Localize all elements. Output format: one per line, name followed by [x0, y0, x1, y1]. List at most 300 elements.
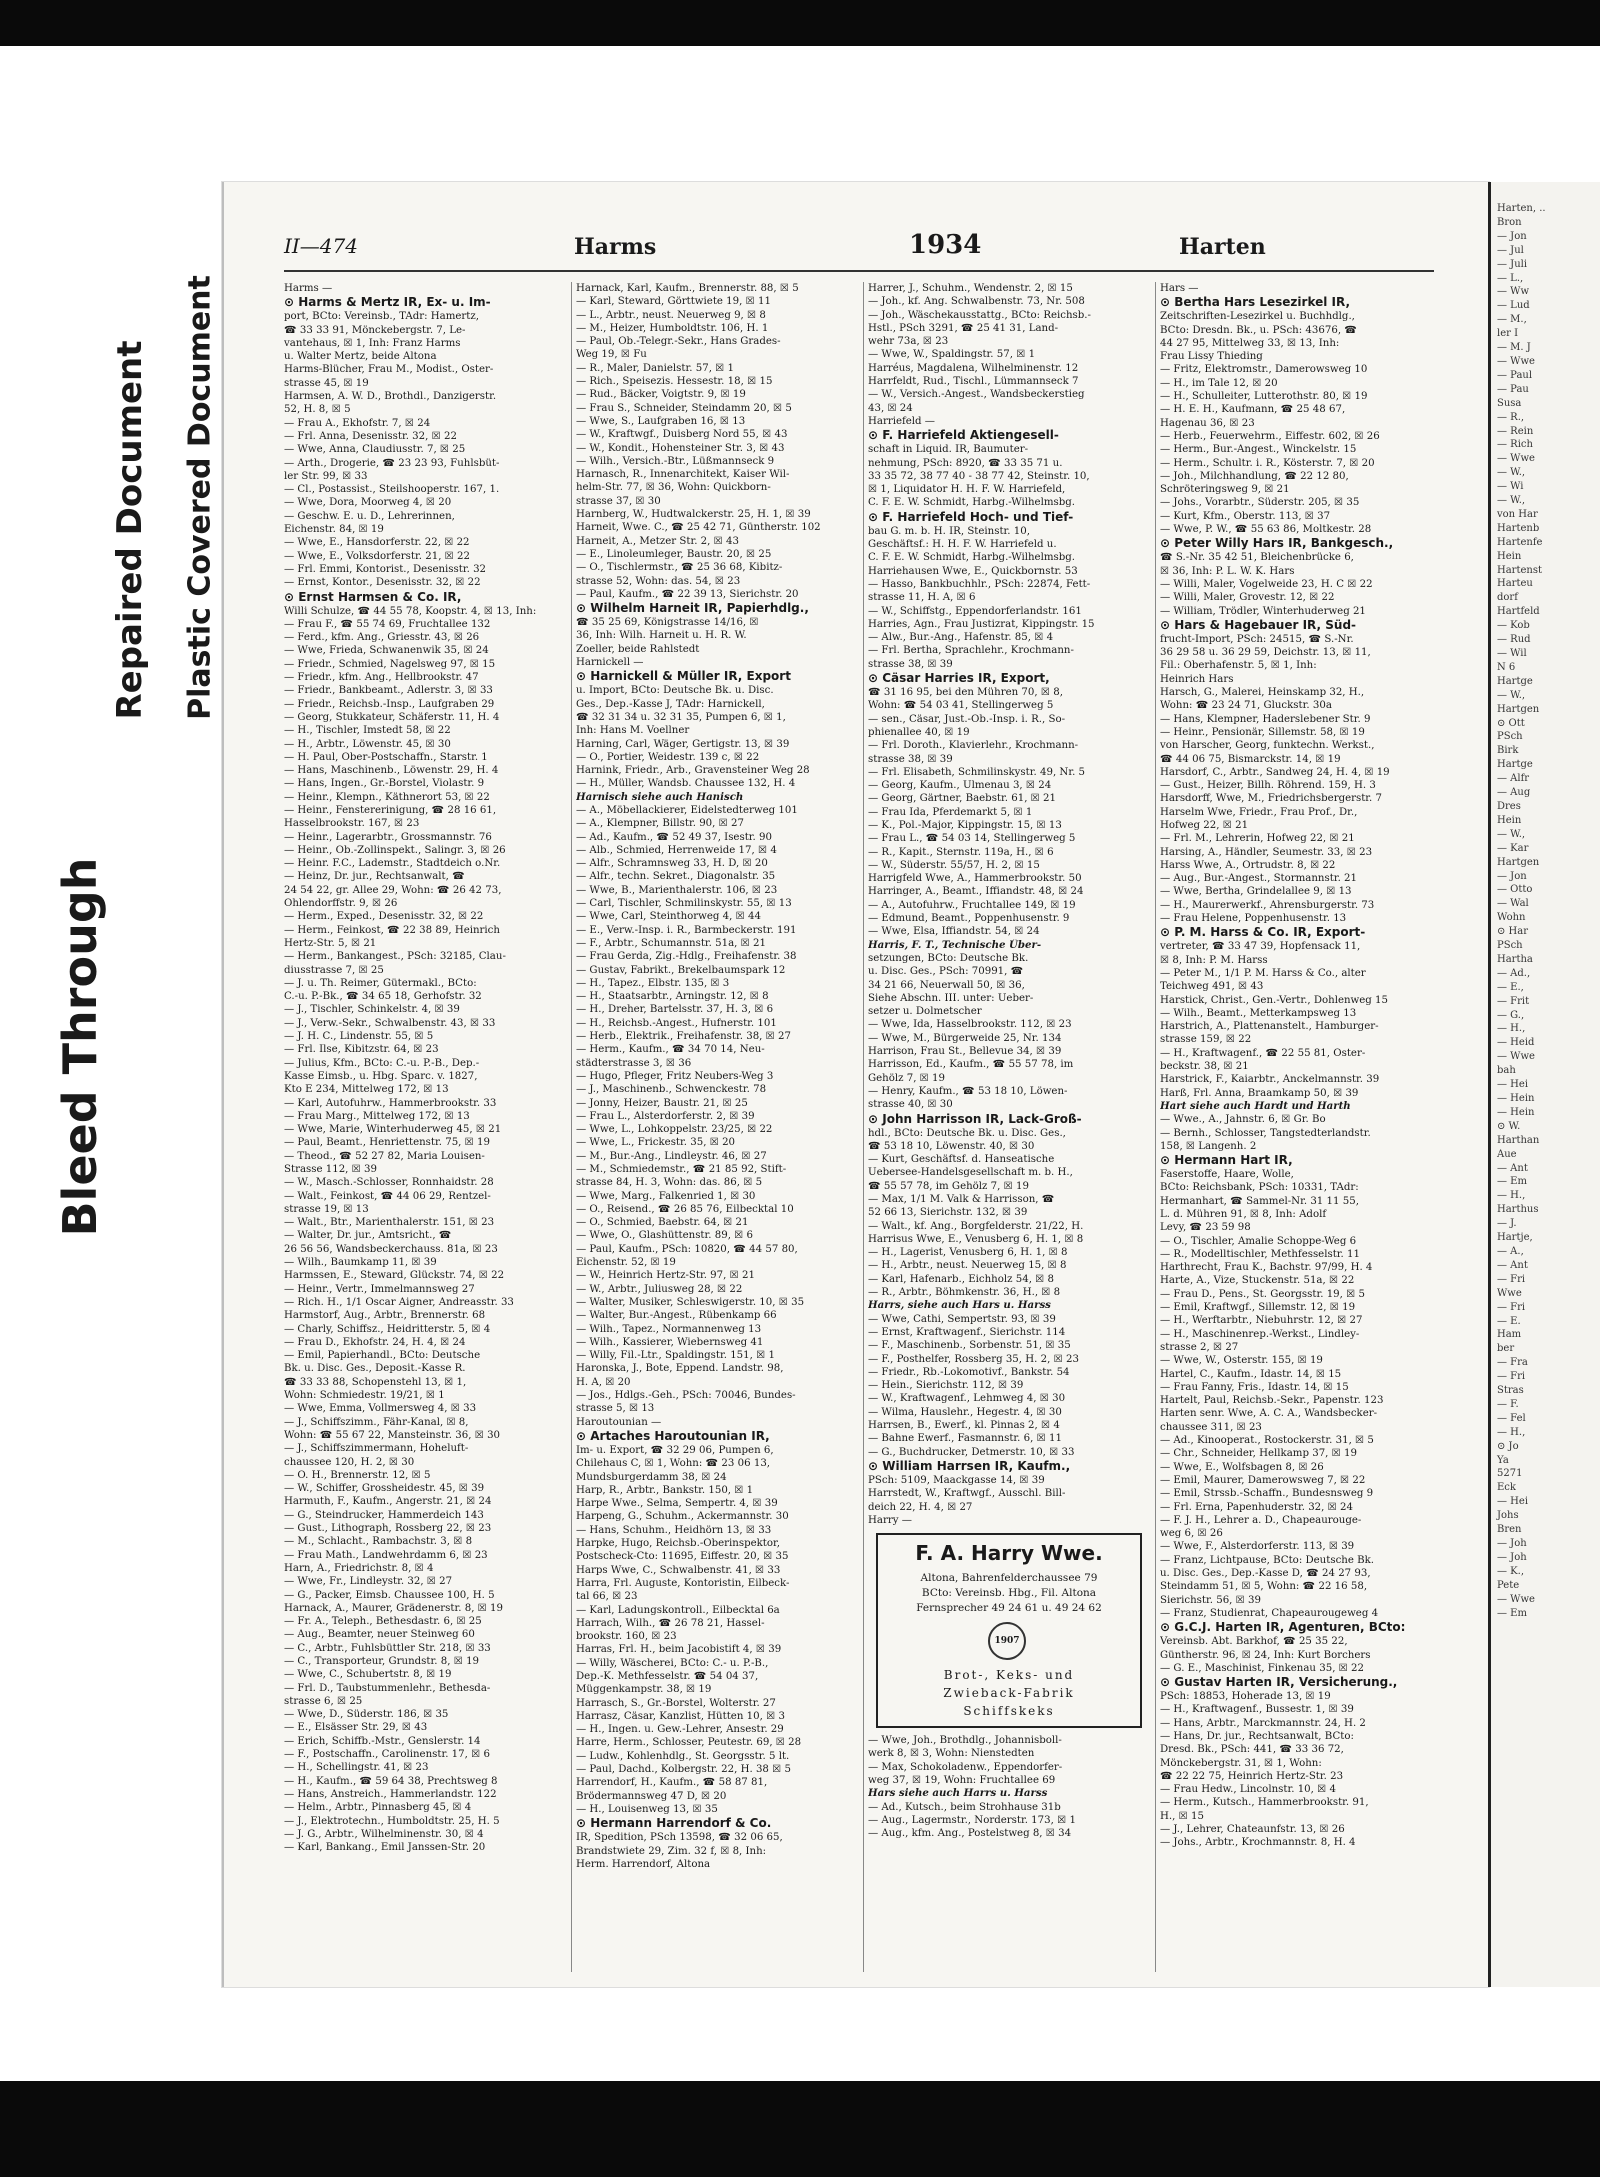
directory-entry: tal 66, ☒ 23	[576, 1591, 638, 1603]
directory-entry: Hars —	[1160, 283, 1199, 294]
directory-entry: Hagenau 36, ☒ 23	[1160, 417, 1255, 429]
adjacent-page-entry: — Fel	[1497, 1412, 1526, 1424]
directory-entry: 52, H. 8, ☒ 5	[284, 404, 351, 416]
directory-entry: — Frl. Anna, Desenisstr. 32, ☒ 22	[284, 430, 457, 442]
directory-entry: Hasselbrookstr. 167, ☒ 23	[284, 818, 420, 830]
directory-entry: — O., Portier, Weidestr. 139 c, ☒ 22	[576, 751, 760, 763]
directory-entry: — J., Elektrotechn., Humboldtstr. 25, H. 5	[284, 1815, 500, 1827]
directory-entry: — H., Arbtr., neust. Neuerweg 15, ☒ 8	[868, 1260, 1067, 1272]
adjacent-page-entry: — M.,	[1497, 314, 1527, 326]
column-divider	[571, 282, 572, 1972]
directory-entry: 158, ☒ Langenh. 2	[1160, 1140, 1257, 1152]
directory-entry: H. A, ☒ 20	[576, 1376, 631, 1388]
directory-entry: u. Import, BCto: Deutsche Bk. u. Disc.	[576, 685, 774, 697]
adjacent-page-entry: Wohn	[1497, 912, 1526, 924]
directory-entry: ☎ 53 18 10, Löwenstr. 40, ☒ 30	[868, 1140, 1035, 1152]
adjacent-page-entry: — Rich	[1497, 439, 1533, 451]
directory-entry: — E., Verw.-Insp. i. R., Barmbeckerstr. 191	[576, 924, 797, 936]
directory-entry: BCto: Reichsbank, PSch: 10331, TAdr:	[1160, 1182, 1359, 1194]
directory-entry: strasse 159, ☒ 22	[1160, 1034, 1252, 1046]
directory-entry: — Herb., Feuerwehrm., Eiffestr. 602, ☒ 26	[1160, 430, 1380, 442]
directory-entry: — H., Schellingstr. 41, ☒ 23	[284, 1762, 429, 1774]
directory-entry: — A., Klempner, Billstr. 90, ☒ 27	[576, 818, 744, 830]
bottom-dark-band	[0, 2081, 1600, 2177]
directory-entry: strasse 84, H. 3, Wohn: das. 86, ☒ 5	[576, 1177, 763, 1189]
directory-entry: — Frl. Bertha, Sprachlehr., Krochmann-	[868, 645, 1074, 657]
directory-entry: städterstrasse 3, ☒ 36	[576, 1057, 692, 1069]
adjacent-page-entry: — Fra	[1497, 1357, 1528, 1369]
directory-entry: — Frl. Ilse, Kibitzstr. 64, ☒ 23	[284, 1044, 439, 1056]
directory-entry: werk 8, ☒ 3, Wohn: Nienstedten	[868, 1748, 1035, 1760]
directory-entry: Harsdorff, Wwe, M., Friedrichsbergerstr. 7	[1160, 793, 1383, 805]
directory-entry: — Alb., Schmied, Herrenweide 17, ☒ 4	[576, 844, 777, 856]
directory-entry: — Herm., Bur.-Angest., Winckelstr. 15	[1160, 444, 1357, 456]
directory-entry: — Wwe, Emma, Vollmersweg 4, ☒ 33	[284, 1403, 477, 1415]
top-dark-band	[0, 0, 1600, 46]
adjacent-page-entry: ⊙ Jo	[1497, 1440, 1519, 1452]
directory-entry: Harnberg, W., Hudtwalckerstr. 25, H. 1, ☒ 39	[576, 509, 811, 521]
directory-entry: Harrigfeld Wwe, A., Hammerbrookstr. 50	[868, 873, 1082, 885]
directory-entry: — H., Kraftwagenf., ☎ 22 55 81, Oster-	[1160, 1047, 1366, 1059]
directory-entry: Harnink, Friedr., Arb., Gravensteiner Weg 28	[576, 765, 810, 777]
adjacent-page-entry: — Aug	[1497, 787, 1531, 799]
directory-entry: Güntherstr. 96, ☒ 24, Inh: Kurt Borchers	[1160, 1649, 1371, 1661]
directory-entry: Hars siehe auch Harrs u. Harss	[868, 1787, 1048, 1800]
directory-entry: — Ad., Kutsch., beim Strohhause 31b	[868, 1801, 1061, 1813]
directory-entry: — Rich. H., 1/1 Oscar Aigner, Andreasstr. 33	[284, 1296, 514, 1308]
directory-entry: — Wwe, Joh., Brothdlg., Johannisboll-	[868, 1735, 1062, 1747]
adjacent-page-entry: — J.	[1497, 1218, 1517, 1230]
directory-entry: — Wwe, Marg., Falkenried 1, ☒ 30	[576, 1190, 756, 1202]
directory-entry: — Karl, Ladungskontroll., Eilbecktal 6a	[576, 1604, 780, 1616]
directory-entry: — Cl., Postassist., Steilshooperstr. 167, 1.	[284, 484, 500, 496]
directory-entry: Harrisus Wwe, E., Venusberg 6, H. 1, ☒ 8	[868, 1233, 1084, 1245]
firm-entry: ⊙ G.C.J. Harten IR, Agenturen, BCto:	[1160, 1620, 1406, 1635]
adjacent-page-entry: ⊙ Har	[1497, 926, 1529, 938]
directory-entry: ☒ 1, Liquidator H. H. F. W. Harriefeld,	[868, 484, 1066, 496]
directory-entry: strasse 52, Wohn: das. 54, ☒ 23	[576, 575, 741, 587]
adjacent-page-entry: PSch	[1497, 731, 1523, 743]
directory-entry: — Karl, Hafenarb., Eichholz 54, ☒ 8	[868, 1273, 1055, 1285]
directory-entry: — Bernh., Schlosser, Tangstedterlandstr.	[1160, 1127, 1371, 1139]
directory-entry: Heinrich Hars	[1160, 673, 1234, 685]
directory-entry: — Frau Marg., Mittelweg 172, ☒ 13	[284, 1110, 470, 1122]
directory-entry: Levy, ☎ 23 59 98	[1160, 1222, 1251, 1234]
directory-entry: 36 29 58 u. 36 29 59, Deichstr. 13, ☒ 11,	[1160, 647, 1371, 659]
directory-entry: — Ernst, Kraftwagenf., Sierichstr. 114	[868, 1326, 1066, 1338]
directory-entry: — Heinr., Lagerarbtr., Grossmannstr. 76	[284, 831, 492, 843]
directory-entry: — Emil, Kraftwgf., Sillemstr. 12, ☒ 19	[1160, 1302, 1356, 1314]
adjacent-page-entry: Hartenfe	[1497, 536, 1543, 548]
directory-entry: setzungen, BCto: Deutsche Bk.	[868, 952, 1029, 964]
directory-entry: — Alfr., techn. Sekret., Diagonalstr. 35	[576, 871, 776, 883]
adjacent-page-entry: — Kar	[1497, 842, 1529, 854]
ad-line: Fernsprecher 49 24 61 u. 49 24 62	[916, 1602, 1102, 1615]
adjacent-page-entry: — W.,	[1497, 495, 1526, 507]
directory-entry: Harsdorf, C., Arbtr., Sandweg 24, H. 4, ☒ 19	[1160, 766, 1390, 778]
directory-entry: — Willi, Maler, Grovestr. 12, ☒ 22	[1160, 592, 1335, 604]
adjacent-page-entry: — Joh	[1497, 1551, 1527, 1563]
directory-entry: — M., Schlacht., Rambachstr. 3, ☒ 8	[284, 1536, 473, 1548]
adjacent-page-entry: — Fri	[1497, 1273, 1526, 1285]
directory-entry: — J., Verw.-Sekr., Schwalbenstr. 43, ☒ 33	[284, 1017, 496, 1029]
directory-entry: — Hans, Schuhm., Heidhörn 13, ☒ 33	[576, 1524, 772, 1536]
directory-entry: — C., Transporteur, Grundstr. 8, ☒ 19	[284, 1655, 480, 1667]
directory-entry: — Wwe, Bertha, Grindelallee 9, ☒ 13	[1160, 886, 1352, 898]
firm-entry: ⊙ Bertha Hars Lesezirkel IR,	[1160, 295, 1351, 310]
directory-entry: — Frl. Doroth., Klavierlehr., Krochmann-	[868, 740, 1079, 752]
directory-entry: Hertz-Str. 5, ☒ 21	[284, 937, 377, 949]
directory-entry: — Max, Schokoladenw., Eppendorfer-	[868, 1761, 1063, 1773]
firm-entry: ⊙ Wilhelm Harneit IR, Papierhdlg.,	[576, 601, 809, 616]
directory-entry: — Wwe, W., Spaldingstr. 57, ☒ 1	[868, 349, 1036, 361]
directory-entry: — F., Postschaffn., Carolinenstr. 17, ☒ 6	[284, 1749, 490, 1761]
directory-entry: — Georg, Gärtner, Baebstr. 61, ☒ 21	[868, 793, 1057, 805]
directory-entry: — Hans, Dr. jur., Rechtsanwalt, BCto:	[1160, 1730, 1354, 1742]
directory-entry: — Wwe, S., Laufgraben 16, ☒ 13	[576, 415, 746, 427]
directory-entry: — Hugo, Pfleger, Fritz Neubers-Weg 3	[576, 1070, 774, 1082]
column-4	[1160, 282, 1434, 1972]
directory-entry: — R., Kapit., Sternstr. 119a, H., ☒ 6	[868, 846, 1054, 858]
directory-entry: — G., Packer, Eimsb. Chaussee 100, H. 5	[284, 1589, 495, 1601]
directory-entry: — Frau L., Alsterdorferstr. 2, ☒ 39	[576, 1110, 755, 1122]
directory-entry: Wohn: Schmiedestr. 19/21, ☒ 1	[284, 1390, 445, 1402]
directory-entry: — Alw., Bur.-Ang., Hafenstr. 85, ☒ 4	[868, 632, 1054, 644]
directory-entry: — H., im Tale 12, ☒ 20	[1160, 377, 1278, 389]
directory-entry: — Gust., Heizer, Billh. Röhrend. 159, H. 3	[1160, 780, 1376, 792]
directory-entry: Teichweg 491, ☒ 43	[1160, 981, 1264, 993]
directory-entry: — Frau D., Pens., St. Georgsstr. 19, ☒ 5	[1160, 1288, 1365, 1300]
directory-entry: — Aug., kfm. Ang., Postelstweg 8, ☒ 34	[868, 1828, 1072, 1840]
directory-entry: chaussee 120, H. 2, ☒ 30	[284, 1456, 415, 1468]
adjacent-page-entry: Hartgen	[1497, 703, 1540, 715]
header-year: 1934	[909, 230, 982, 260]
directory-entry: Harriehausen Wwe, E., Quickbornstr. 53	[868, 565, 1078, 577]
directory-entry: — Friedr., Reichsb.-Insp., Laufgraben 29	[284, 698, 495, 710]
adjacent-page-entry: Hartje,	[1497, 1232, 1533, 1244]
directory-entry: Frau Lissy Thieding	[1160, 351, 1263, 363]
directory-entry: C. F. E. W. Schmidt, Harbg.-Wilhelmsbg.	[868, 497, 1076, 509]
directory-entry: bau G. m. b. H. IR, Steinstr. 10,	[868, 525, 1030, 537]
directory-entry: — Charly, Schiffsz., Heidritterstr. 5, ☒ 4	[284, 1323, 491, 1335]
directory-entry: Harn, A., Friedrichstr. 8, ☒ 4	[284, 1562, 434, 1574]
adjacent-page-entry: Hein	[1497, 814, 1522, 826]
directory-entry: — Friedr., Bankbeamt., Adlerstr. 3, ☒ 33	[284, 685, 493, 697]
adjacent-page-entry: Harthan	[1497, 1134, 1540, 1146]
directory-entry: — Wwe, Carl, Steinthorweg 4, ☒ 44	[576, 911, 761, 923]
directory-entry: — Walt., Btr., Marienthalerstr. 151, ☒ 23	[284, 1217, 495, 1229]
adjacent-page-entry: — Wwe	[1497, 453, 1535, 465]
directory-entry: — O., Reisend., ☎ 26 85 76, Eilbecktal 10	[576, 1203, 794, 1215]
directory-entry: — Wwe, E., Hansdorferstr. 22, ☒ 22	[284, 537, 470, 549]
directory-entry: ☒ 36, Inh: P. L. W. K. Hars	[1160, 565, 1295, 577]
directory-entry: — W., Süderstr. 55/57, H. 2, ☒ 15	[868, 859, 1040, 871]
directory-entry: C.-u. P.-Bk., ☎ 34 65 18, Gerhofstr. 32	[284, 991, 482, 1003]
directory-entry: u. Disc. Ges., Dep.-Kasse D, ☎ 24 27 93,	[1160, 1568, 1371, 1580]
directory-entry: — Wwe., A., Jahnstr. 6, ☒ Gr. Bo	[1160, 1114, 1326, 1126]
adjacent-page-entry: — Ad.,	[1497, 967, 1531, 979]
directory-entry: — O., Schmied, Baebstr. 64, ☒ 21	[576, 1217, 749, 1229]
adjacent-page-entry: Harteu	[1497, 578, 1533, 590]
adjacent-page-entry: Eck	[1497, 1482, 1516, 1494]
directory-entry: — H., Schulleiter, Lutterothstr. 80, ☒ 19	[1160, 391, 1368, 403]
directory-entry: — Franz, Studienrat, Chapeaurougeweg 4	[1160, 1607, 1379, 1619]
directory-entry: — Emil, Strssb.-Schaffn., Bundesnsweg 9	[1160, 1488, 1374, 1500]
directory-entry: Schröteringsweg 9, ☒ 21	[1160, 484, 1290, 496]
directory-entry: — Max, 1/1 M. Valk & Harrisson, ☎	[868, 1194, 1055, 1205]
directory-entry: u. Walter Mertz, beide Altona	[284, 351, 437, 363]
directory-entry: — Frau A., Ekhofstr. 7, ☒ 24	[284, 417, 431, 429]
directory-entry: — Wwe, P. W., ☎ 55 63 86, Moltkestr. 28	[1160, 524, 1372, 536]
column-1	[284, 282, 566, 1972]
directory-entry: — H., Louisenweg 13, ☒ 35	[576, 1803, 718, 1815]
directory-entry: — Peter M., 1/1 P. M. Harss & Co., alter	[1160, 967, 1366, 979]
directory-entry: — Joh., Milchhandlung, ☎ 22 12 80,	[1160, 470, 1349, 482]
directory-entry: — Wwe, Fr., Lindleystr. 32, ☒ 27	[284, 1576, 453, 1588]
directory-entry: — Carl, Tischler, Schmilinskystr. 55, ☒ 13	[576, 898, 792, 910]
directory-entry: — Gust., Lithograph, Rossberg 22, ☒ 23	[284, 1523, 492, 1535]
directory-entry: — H. Paul, Ober-Postschaffn., Starstr. 1	[284, 751, 488, 763]
directory-entry: — Heinr., Vertr., Immelmannsweg 27	[284, 1283, 475, 1295]
column-3	[868, 282, 1150, 1972]
directory-entry: Harmsen, A. W. D., Brothdl., Danzigerstr.	[284, 391, 497, 403]
directory-entry: Harmuth, F., Kaufm., Angerstr. 21, ☒ 24	[284, 1496, 492, 1508]
directory-entry: — Frau S., Schneider, Steindamm 20, ☒ 5	[576, 402, 792, 414]
directory-entry: Willi Schulze, ☎ 44 55 78, Koopstr. 4, ☒ 13, Inh:	[284, 605, 537, 617]
directory-entry: — H., Reichsb.-Angest., Hufnerstr. 101	[576, 1017, 777, 1029]
adjacent-page-entry: — Fri	[1497, 1301, 1526, 1313]
directory-entry: Harries, Agn., Frau Justizrat, Kippingstr. 15	[868, 618, 1095, 630]
directory-entry: — Hans, Arbtr., Marckmannstr. 24, H. 2	[1160, 1717, 1366, 1729]
directory-entry: — Herm., Exped., Desenisstr. 32, ☒ 22	[284, 911, 484, 923]
directory-entry: — Hans, Ingen., Gr.-Borstel, Violastr. 9	[284, 778, 485, 790]
directory-entry: — H., Staatsarbtr., Arningstr. 12, ☒ 8	[576, 991, 769, 1003]
directory-entry: — Hans, Maschinenb., Löwenstr. 29, H. 4	[284, 765, 499, 777]
directory-entry: — sen., Cäsar, Just.-Ob.-Insp. i. R., So-	[868, 713, 1066, 725]
label-bleed-through: Bleed Through	[53, 857, 107, 1237]
directory-entry: — J., Schiffszimmermann, Hoheluft-	[284, 1443, 469, 1455]
directory-entry: — Hein., Sierichstr. 112, ☒ 39	[868, 1380, 1024, 1392]
adjacent-page-entry: — Joh	[1497, 1538, 1527, 1549]
directory-entry: — Wwe, D., Süderstr. 186, ☒ 35	[284, 1709, 449, 1721]
adjacent-page-entry: — K.,	[1497, 1565, 1525, 1577]
directory-entry: — R., Maler, Danielstr. 57, ☒ 1	[576, 362, 735, 374]
ad-product-line: Brot-, Keks- und	[943, 1668, 1075, 1683]
directory-entry: Harstrich, A., Plattenanstelt., Hamburger-	[1160, 1021, 1379, 1033]
adjacent-page-entry: — Alfr	[1497, 773, 1530, 785]
directory-entry: — Frl. Emmi, Kontorist., Desenisstr. 32	[284, 563, 487, 575]
directory-entry: — Emil, Maurer, Damerowsweg 7, ☒ 22	[1160, 1474, 1366, 1486]
adjacent-page-entry: — Ww	[1497, 286, 1530, 298]
directory-entry: — W., Heinrich Hertz-Str. 97, ☒ 21	[576, 1270, 755, 1282]
directory-entry: Harrasz, Cäsar, Kanzlist, Hütten 10, ☒ 3	[576, 1710, 785, 1722]
adjacent-page-entry: — Juli	[1497, 258, 1528, 270]
directory-entry: wehr 73a, ☒ 23	[868, 336, 949, 348]
directory-entry: Harstick, Christ., Gen.-Vertr., Dohlenweg 15	[1160, 994, 1389, 1006]
directory-entry: — O., Tischlermstr., ☎ 25 36 68, Kibitz-	[576, 562, 783, 574]
directory-entry: ☎ 31 16 95, bei den Mühren 70, ☒ 8,	[868, 687, 1063, 699]
directory-entry: Hart siehe auch Hardt und Harth	[1160, 1099, 1351, 1112]
directory-entry: Kasse Eimsb., u. Hbg. Sparc. v. 1827,	[284, 1070, 478, 1082]
directory-entry: ☎ 44 06 75, Bismarckstr. 14, ☒ 19	[1160, 753, 1341, 765]
directory-entry: Uebersee-Handelsgesellschaft m. b. H.,	[868, 1167, 1073, 1179]
directory-entry: Harnasch, R., Innenarchitekt, Kaiser Wil-	[576, 469, 790, 481]
directory-entry: — Helm., Arbtr., Pinnasberg 45, ☒ 4	[284, 1802, 472, 1814]
directory-entry: schaft in Liquid. IR, Baumuter-	[868, 444, 1029, 456]
directory-entry: — F., Posthelfer, Rossberg 35, H. 2, ☒ 23	[868, 1353, 1079, 1365]
directory-entry: — Walter, Bur.-Angest., Rübenkamp 66	[576, 1310, 777, 1322]
directory-entry: Harning, Carl, Wäger, Gertigstr. 13, ☒ 39	[576, 738, 790, 750]
directory-entry: Hstl., PSch 3291, ☎ 25 41 31, Land-	[868, 322, 1059, 334]
directory-entry: 34 21 66, Neuerwall 50, ☒ 36,	[868, 979, 1025, 991]
ad-line: Altona, Bahrenfelderchaussee 79	[920, 1572, 1098, 1585]
adjacent-page-entry: — Em	[1497, 1176, 1527, 1188]
directory-entry: strasse 38, ☒ 39	[868, 753, 953, 765]
directory-entry: — F., Arbtr., Schumannstr. 51a, ☒ 21	[576, 937, 766, 949]
directory-entry: — F. J. H., Lehrer a. D., Chapeaurouge-	[1160, 1514, 1362, 1526]
directory-entry: — R., Modelltischler, Methfesselstr. 11	[1160, 1248, 1360, 1260]
directory-entry: — Wilh., Versich.-Btr., Lüßmannseck 9	[576, 455, 775, 467]
adjacent-page-entry: — Ant	[1497, 1162, 1528, 1174]
adjacent-page-entry: — Wwe	[1497, 1593, 1535, 1605]
header-last-name: Harten	[1179, 234, 1266, 260]
directory-entry: — J. G., Arbtr., Wilhelminenstr. 30, ☒ 4	[284, 1828, 484, 1840]
directory-entry: — J., Tischler, Schinkelstr. 4, ☒ 39	[284, 1004, 460, 1016]
directory-entry: — J. H. C., Lindenstr. 55, ☒ 5	[284, 1031, 434, 1043]
adjacent-page-entry: — Wwe	[1497, 355, 1535, 367]
directory-entry: Harrfeldt, Rud., Tischl., Lümmannseck 7	[868, 376, 1079, 388]
directory-entry: — Frl. Elisabeth, Schmilinskystr. 49, Nr. 5	[868, 766, 1086, 778]
directory-entry: — Wilh., Baumkamp 11, ☒ 39	[284, 1257, 437, 1269]
directory-entry: phienallee 40, ☒ 19	[868, 726, 970, 738]
directory-entry: vertreter, ☎ 33 47 39, Hopfensack 11,	[1160, 941, 1361, 953]
adjacent-page-entry: — M. J	[1497, 342, 1531, 354]
firm-entry: ⊙ Harms & Mertz IR, Ex- u. Im-	[284, 295, 491, 310]
firm-entry: ⊙ John Harrisson IR, Lack-Groß-	[868, 1111, 1082, 1126]
directory-entry: strasse 37, ☒ 30	[576, 495, 661, 507]
directory-entry: u. Disc. Ges., PSch: 70991, ☎	[868, 966, 1024, 978]
directory-entry: — Kurt, Geschäftsf. d. Hanseatische	[868, 1154, 1055, 1166]
directory-entry: — Wwe, Dora, Moorweg 4, ☒ 20	[284, 497, 452, 509]
adjacent-page-entry: — G.,	[1497, 1009, 1525, 1021]
directory-entry: strasse 2, ☒ 27	[1160, 1341, 1239, 1353]
adjacent-page-entry: Wwe	[1497, 1287, 1522, 1299]
directory-entry: — Karl, Autofuhrw., Hammerbrookstr. 33	[284, 1097, 497, 1109]
directory-entry: frucht-Import, PSch: 24515, ☎ S.-Nr.	[1160, 633, 1354, 645]
directory-entry: — Wwe, Frieda, Schwanenwik 35, ☒ 24	[284, 645, 489, 657]
adjacent-page-entry: Bren	[1497, 1524, 1522, 1536]
directory-entry: Zeitschriften-Lesezirkel u. Buchhdlg.,	[1160, 311, 1355, 323]
directory-entry: — Frau D., Ekhofstr. 24, H. 4, ☒ 24	[284, 1336, 466, 1348]
directory-entry: — R., Arbtr., Böhmkenstr. 36, H., ☒ 8	[868, 1287, 1061, 1299]
adjacent-page-entry: ber	[1497, 1343, 1515, 1355]
directory-entry: PSch: 5109, Maackgasse 14, ☒ 39	[868, 1474, 1045, 1486]
adjacent-page-entry: — Em	[1497, 1607, 1527, 1619]
directory-entry: — Heinr., Fenstererinigung, ☎ 28 16 61,	[284, 804, 497, 816]
directory-entry: PSch: 18853, Hoherade 13, ☒ 19	[1160, 1691, 1331, 1703]
directory-entry: — Gustav, Fabrikt., Brekelbaumspark 12	[576, 964, 786, 976]
directory-entry: — Ad., Kinooperat., Rostockerstr. 31, ☒ 5	[1160, 1435, 1374, 1447]
directory-entry: — Wwe, Anna, Claudiusstr. 7, ☒ 25	[284, 444, 466, 456]
directory-entry: — Edmund, Beamt., Poppenhusenstr. 9	[868, 913, 1070, 925]
directory-entry: strasse 38, ☒ 39	[868, 658, 953, 670]
adjacent-page-entry: — Wil	[1497, 648, 1527, 659]
adjacent-page-entry: dorf	[1497, 592, 1518, 604]
directory-entry: Harss Wwe, A., Ortrudstr. 8, ☒ 22	[1160, 859, 1336, 871]
document-condition-labels	[30, 275, 218, 1420]
directory-entry: Strasse 112, ☒ 39	[284, 1164, 377, 1175]
header-first-name: Harms	[574, 234, 657, 260]
directory-entry: Postscheck-Cto: 11695, Eiffestr. 20, ☒ 35	[576, 1551, 789, 1563]
directory-entry: — Wwe, E., Volksdorferstr. 21, ☒ 22	[284, 550, 471, 562]
directory-columns	[284, 282, 1434, 1972]
directory-entry: — Frau Hedw., Lincolnstr. 10, ☒ 4	[1160, 1784, 1336, 1796]
directory-entry: — Heinr., Klempn., Käthnerort 53, ☒ 22	[284, 791, 490, 803]
directory-entry: ☎ 32 31 34 u. 32 31 35, Pumpen 6, ☒ 1,	[576, 711, 786, 723]
adjacent-page-entry: Hartenb	[1497, 522, 1540, 534]
directory-entry: H., ☒ 15	[1160, 1810, 1204, 1822]
directory-entry: vantehaus, ☒ 1, Inh: Franz Harms	[284, 337, 461, 349]
directory-entry: Bk. u. Disc. Ges., Deposit.-Kasse R.	[284, 1363, 466, 1375]
directory-entry: — Wilh., Tapez., Normannenweg 13	[576, 1323, 762, 1335]
adjacent-page-entry: — Hein	[1497, 1093, 1535, 1104]
directory-entry: Herm. Harrendorf, Altona	[576, 1858, 711, 1870]
adjacent-page-entry: — L.,	[1497, 272, 1524, 284]
adjacent-page-entry: — Hei	[1497, 1496, 1529, 1508]
directory-entry: Harps Wwe, C., Schwalbenstr. 41, ☒ 33	[576, 1564, 781, 1576]
directory-entry: ler Str. 99, ☒ 33	[284, 470, 368, 482]
directory-entry: Harneit, Wwe. C., ☎ 25 42 71, Güntherstr. 102	[576, 522, 821, 534]
label-repaired-document: Repaired Document	[110, 340, 150, 720]
directory-entry: Harrendorf, H., Kaufm., ☎ 58 87 81,	[576, 1777, 768, 1789]
directory-entry: Harrs, siehe auch Hars u. Harss	[868, 1299, 1051, 1312]
ad-product-line: Schiffskeks	[963, 1704, 1055, 1719]
directory-entry: Mundsburgerdamm 38, ☒ 24	[576, 1471, 727, 1483]
directory-entry: — G. E., Maschinist, Finkenau 35, ☒ 22	[1160, 1662, 1365, 1674]
adjacent-page-entry: — Kob	[1497, 620, 1530, 632]
directory-entry: Harnisch siehe auch Hanisch	[576, 790, 744, 803]
directory-entry: — Willi, Maler, Vogelweide 23, H. C ☒ 22	[1160, 578, 1373, 590]
adjacent-page-entry: — Rein	[1497, 425, 1534, 437]
directory-entry: Vereinsb. Abt. Barkhof, ☎ 25 35 22,	[1160, 1636, 1348, 1648]
directory-entry: — Jonny, Heizer, Baustr. 21, ☒ 25	[576, 1097, 748, 1109]
directory-entry: Harrasch, S., Gr.-Borstel, Wolterstr. 27	[576, 1697, 776, 1709]
directory-entry: Harsing, A., Händler, Seumestr. 33, ☒ 23	[1160, 846, 1373, 858]
directory-entry: — F., Maschinenb., Sorbenstr. 51, ☒ 35	[868, 1340, 1071, 1352]
directory-entry: Harß, Frl. Anna, Braamkamp 50, ☒ 39	[1160, 1087, 1359, 1099]
directory-entry: Brandstwiete 29, Zim. 32 f, ☒ 8, Inh:	[576, 1845, 767, 1857]
adjacent-page-entry: — Fri	[1497, 1371, 1526, 1383]
adjacent-page-entry: — Hein	[1497, 1106, 1535, 1118]
adjacent-page-entry: — Hei	[1497, 1079, 1529, 1091]
directory-entry: — W., Schiffer, Grossheidestr. 45, ☒ 39	[284, 1483, 485, 1495]
directory-entry: — Aug., Beamter, neuer Steinweg 60	[284, 1629, 475, 1641]
directory-entry: — Heinz, Dr. jur., Rechtsanwalt, ☎	[284, 871, 465, 883]
firm-entry: ⊙ F. Harriefeld Hoch- und Tief-	[868, 509, 1074, 524]
directory-entry: — Herm., Bankangest., PSch: 32185, Clau-	[284, 951, 506, 963]
adjacent-page-entry: Birk	[1497, 745, 1519, 757]
directory-entry: — J., Schiffszimm., Fähr-Kanal, ☒ 8,	[284, 1416, 469, 1428]
adjacent-page-entry: Hartfeld	[1497, 606, 1540, 618]
directory-entry: — Karl, Bankang., Emil Janssen-Str. 20	[284, 1842, 486, 1854]
directory-entry: — Wilh., Beamt., Metterkampsweg 13	[1160, 1007, 1357, 1019]
directory-entry: — H., Kaufm., ☎ 59 64 38, Prechtsweg 8	[284, 1775, 498, 1787]
adjacent-page-entry: Harten, ..	[1497, 203, 1546, 214]
directory-entry: — Paul, Ob.-Telegr.-Sekr., Hans Grades-	[576, 336, 781, 348]
directory-entry: — Wwe, L., Frickestr. 35, ☒ 20	[576, 1137, 736, 1149]
header-rule	[284, 270, 1434, 272]
directory-entry: setzer u. Dolmetscher	[868, 1006, 982, 1018]
